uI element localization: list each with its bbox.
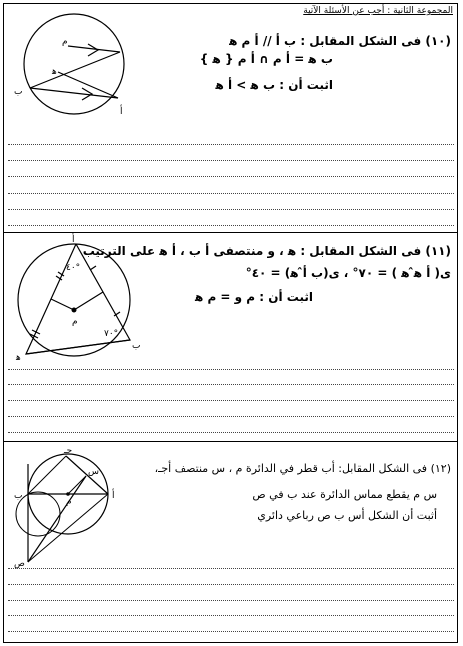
answer-line bbox=[8, 369, 454, 370]
q10-given3: { ﻫ } bbox=[199, 52, 234, 66]
answer-line bbox=[8, 568, 454, 569]
q12-label-p: ص bbox=[14, 559, 25, 569]
answer-line bbox=[8, 209, 454, 210]
q10-prove: اثبت أن : ب ﻫ > ﺃ ﻫ bbox=[215, 78, 333, 92]
q10-number: (١٠) bbox=[425, 34, 451, 48]
q11-number: (١١) bbox=[425, 244, 451, 258]
q10-prompt bbox=[229, 34, 451, 48]
answer-line bbox=[8, 384, 454, 385]
q11-label-a: ﺃ bbox=[72, 235, 75, 245]
q12-label-m: م bbox=[66, 497, 72, 507]
q12-prompt bbox=[155, 462, 451, 475]
answer-line bbox=[8, 400, 454, 401]
answer-line bbox=[8, 584, 454, 585]
q12-label-s: س bbox=[88, 467, 99, 477]
q11-prompt bbox=[83, 244, 451, 258]
q11-given: ى( ﺃ ﻫ̂ ﻫ ) = ٧٠° ، ى(ب ﺃ̂ ﻫ) = ٤٠° bbox=[245, 266, 451, 280]
q12-label-a: ﺃ bbox=[112, 491, 115, 501]
answer-line bbox=[8, 144, 454, 145]
q12-figure bbox=[8, 444, 128, 569]
q10-label-h: ﻫ bbox=[52, 67, 57, 77]
q11-label-b: ب bbox=[132, 341, 141, 351]
q10-given1: ب ﺃ // ﺃ م ﻫ bbox=[229, 34, 297, 48]
answer-line bbox=[8, 416, 454, 417]
section-divider bbox=[4, 232, 457, 233]
q12-prompt-text: فى الشكل المقابل: ﺃب قطر في الدائرة م ، س منتصف ﺃجـ، bbox=[154, 462, 428, 475]
answer-line bbox=[8, 631, 454, 632]
q11-label-angle40: ٤٠° bbox=[66, 263, 81, 273]
q10-given-line bbox=[200, 52, 333, 66]
q11-label-h: ﻫ bbox=[16, 353, 21, 363]
q10-prompt-text: فى الشكل المقابل : bbox=[300, 34, 422, 48]
answer-line bbox=[8, 600, 454, 601]
q10-label-b: ب bbox=[14, 87, 23, 97]
answer-line bbox=[8, 432, 454, 433]
answer-line bbox=[8, 160, 454, 161]
answer-line bbox=[8, 193, 454, 194]
q11-label-m: م bbox=[72, 317, 78, 327]
section-divider bbox=[4, 441, 457, 442]
q10-given2: ب ﻫ = ﺃ م ∩ ﺃ م bbox=[237, 52, 333, 66]
q12-label-b: ب bbox=[14, 491, 23, 501]
q11-prove: اثبت أن : م و = م ﻫ bbox=[194, 290, 313, 304]
q12-label-j: جـ bbox=[64, 446, 73, 456]
q11-prompt-text: فى الشكل المقابل : ﻫ ، و منتصفى ﺃ ب ، ﺃ ﻫ على الترتيب bbox=[82, 244, 422, 258]
section-header: المجموعة الثانية : أجب عن الأسئلة الآتية bbox=[303, 6, 453, 16]
q12-number: (١٢) bbox=[430, 462, 451, 475]
q10-label-a: ﺃ bbox=[120, 107, 123, 117]
q10-figure bbox=[8, 14, 138, 124]
answer-line bbox=[8, 225, 454, 226]
q11-label-angle70: ٧٠° bbox=[104, 329, 119, 339]
q10-label-m: م bbox=[62, 37, 68, 47]
answer-line bbox=[8, 176, 454, 177]
q12-line3: أثبت أن الشكل ﺃس ب ص رباعي دائري bbox=[257, 509, 437, 522]
q12-line2: س م يقطع مماس الدائرة عند ب في ص bbox=[252, 488, 437, 501]
answer-line bbox=[8, 615, 454, 616]
